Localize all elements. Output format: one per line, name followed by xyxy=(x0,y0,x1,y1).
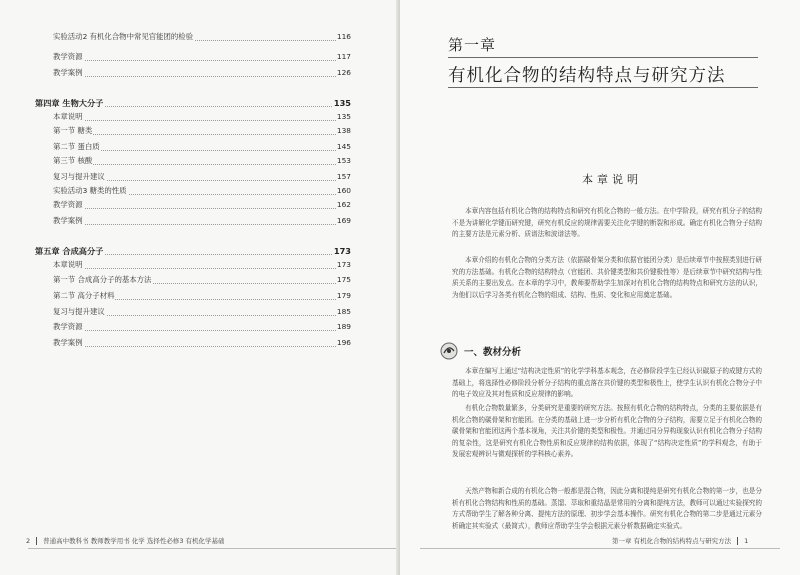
sub-heading xyxy=(440,340,521,362)
intro-paragraph: 本章内容包括有机化合物的结构特点和研究有机化合物的一般方法。在中学阶段，研究有机分子的结构不是为讲解化学键而研究键，研究有机反应的规律需要关注化学键的断裂和形成。确定有机化合物分子结构的主要方法是元素分析、质谱法和波谱法等。 xyxy=(452,207,762,239)
toc-entry-page: 138 xyxy=(336,124,352,138)
left-footer-text: 普通高中教科书 教师教学用书 化学 选择性必修3 有机化学基础 xyxy=(43,537,225,545)
toc-entry xyxy=(52,66,352,80)
toc-entry-page: 135 xyxy=(333,98,351,108)
toc-entry-page: 162 xyxy=(336,198,352,212)
toc-entry xyxy=(52,214,352,228)
toc-entry-label: 第二节 高分子材料 xyxy=(52,289,115,303)
toc-entry xyxy=(52,336,352,350)
toc-entry xyxy=(52,110,352,124)
toc-entry-page: 175 xyxy=(336,273,352,287)
chapter-rule-bottom xyxy=(448,87,758,88)
toc-entry-label: 第三节 核酸 xyxy=(52,154,93,168)
chapter-rule-top xyxy=(448,57,758,58)
toc-entry xyxy=(52,124,352,138)
right-footer-rule xyxy=(420,548,780,549)
toc-entry-label: 教学案例 xyxy=(52,66,84,80)
toc-leader-dots xyxy=(52,60,352,61)
toc-leader-dots xyxy=(52,164,352,165)
toc-entry-page: 153 xyxy=(336,154,352,168)
toc-leader-dots xyxy=(52,268,352,269)
analysis-paragraph: 天然产物和新合成的有机化合物一般都是混合物，因此分离和提纯是研究有机化合物的第一步，也是分析有机化合物结构和性质的基础。蒸馏、萃取和重结晶是常用的分离和提纯方法，教师可以通过实验探究的方式帮助学生了解各种分离、提纯方法的原理、初步学会基本操作。研究有机化合物的第二步是通过元素分析确定其实验式（最简式），教师应帮助学生学会根据元素分析数据确定实验式。 xyxy=(452,487,762,530)
toc-chapter-entry xyxy=(34,244,352,258)
toc-entry-label: 实验活动3 糖类的性质 xyxy=(52,184,128,198)
toc-entry-label: 第二节 蛋白质 xyxy=(52,140,101,154)
toc-entry-page: 157 xyxy=(336,170,352,184)
toc-entry xyxy=(52,30,352,44)
toc-entry-label: 本章说明 xyxy=(52,110,84,124)
toc-entry xyxy=(52,170,352,184)
toc-entry-page: 126 xyxy=(336,66,352,80)
toc-entry-label: 本章说明 xyxy=(52,258,84,272)
toc-leader-dots xyxy=(52,134,352,135)
toc-entry-label: 教学案例 xyxy=(52,214,84,228)
toc-entry xyxy=(52,289,352,303)
toc-entry-page: 117 xyxy=(336,50,352,64)
toc-entry-page: 185 xyxy=(336,305,352,319)
toc-entry xyxy=(52,258,352,272)
toc-entry-label: 第五章 合成高分子 xyxy=(35,246,104,256)
toc-entry-page: 179 xyxy=(336,289,352,303)
toc-entry xyxy=(52,154,352,168)
toc-entry xyxy=(52,184,352,198)
toc-entry-page: 196 xyxy=(336,336,352,350)
toc-entry xyxy=(52,273,352,287)
toc-entry-label: 实验活动2 有机化合物中常见官能团的检验 xyxy=(52,30,194,44)
toc-entry-label: 教学案例 xyxy=(52,336,84,350)
toc-entry-label: 教学资源 xyxy=(52,198,84,212)
right-footer-text: 第一章 有机化合物的结构特点与研究方法 xyxy=(612,537,732,545)
toc-leader-dots xyxy=(52,76,352,77)
toc-chapter-entry xyxy=(34,96,352,110)
footer-rule xyxy=(28,548,398,549)
chapter-number: 第一章 xyxy=(448,36,497,54)
intro-paragraph: 本章介绍的有机化合物的分类方法（依据碳骨架分类和依据官能团分类）是后续章节中按照类别进行研究的方法基础。有机化合物的结构特点（官能团、共价键类型和共价键极性等）是后续章节中研究结构与性质关系的主要出发点。在本章的学习中，教师要帮助学生加深对有机化合物的结构特点和研究方法的认识，为他们以后学习各类有机化合物的组成、结构、性质、变化和应用奠定基础。 xyxy=(452,256,762,299)
toc-entry-page: 169 xyxy=(336,214,352,228)
toc-entry xyxy=(52,140,352,154)
left-footer xyxy=(26,536,225,545)
toc-entry-page: 135 xyxy=(336,110,352,124)
toc-entry-label: 复习与提升建议 xyxy=(52,170,106,184)
toc-leader-dots xyxy=(52,224,352,225)
right-page-number: 1 xyxy=(744,537,749,545)
toc-entry xyxy=(52,198,352,212)
toc-entry-page: 160 xyxy=(336,184,352,198)
toc-entry xyxy=(52,305,352,319)
toc-entry-label: 第一节 糖类 xyxy=(52,124,93,138)
toc-entry-label: 教学资源 xyxy=(52,50,84,64)
left-page-number: 2 xyxy=(26,537,31,545)
footer-separator xyxy=(737,537,738,545)
toc-entry xyxy=(52,50,352,64)
toc-leader-dots xyxy=(52,120,352,121)
toc-entry-page: 145 xyxy=(336,140,352,154)
toc-entry-label: 第四章 生物大分子 xyxy=(35,98,104,108)
toc-leader-dots xyxy=(52,330,352,331)
toc-entry-page: 173 xyxy=(336,258,352,272)
toc-entry-label: 教学资源 xyxy=(52,320,84,334)
toc-entry-page: 189 xyxy=(336,320,352,334)
section-bullet-icon xyxy=(440,342,458,360)
toc-leader-dots xyxy=(52,346,352,347)
toc-entry-label: 第一节 合成高分子的基本方法 xyxy=(52,273,152,287)
right-footer xyxy=(612,536,748,545)
toc-entry-page: 173 xyxy=(333,246,351,256)
analysis-paragraph: 本章在编写上通过“结构决定性质”的化学学科基本观念，在必修阶段学生已经认识碳原子的成键方式的基础上，将选择性必修阶段分析分子结构的重点落在共价键的类型和极性上，使学生认识有机化合物分子中的电子效应及其对性质和反应规律的影响。 xyxy=(452,367,762,399)
analysis-paragraph: 有机化合物数量繁多，分类研究是重要的研究方法。按照有机化合物的结构特点，分类的主要依据是有机化合物的碳骨架和官能团。在分类的基础上进一步分析有机化合物的分子结构，需要立足于有机化合物的碳骨架和官能团这两个基本视角，关注共价键的类型和极性。并通过同分异构现象认识有机化合物分子结构的复杂性，这是研究有机化合物性质和反应规律的结构依据，体现了“结构决定性质”的学科观念，有助于发展宏观辨识与微观探析的学科核心素养。 xyxy=(452,404,762,459)
sub-heading-text: 一、教材分析 xyxy=(464,347,522,358)
toc-entry xyxy=(52,320,352,334)
section-heading: 本章说明 xyxy=(582,173,642,186)
toc-entry-label: 复习与提升建议 xyxy=(52,305,106,319)
footer-separator xyxy=(36,537,37,545)
chapter-title: 有机化合物的结构特点与研究方法 xyxy=(448,66,726,86)
toc-entry-page: 116 xyxy=(336,30,352,44)
toc-leader-dots xyxy=(52,208,352,209)
